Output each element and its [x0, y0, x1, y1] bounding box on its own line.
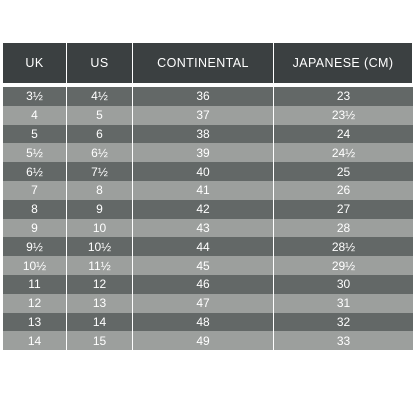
cell-continental: 40: [133, 162, 274, 181]
cell-uk: 10½: [3, 256, 67, 275]
cell-uk: 5½: [3, 143, 67, 162]
cell-us: 6½: [67, 143, 133, 162]
cell-us: 14: [67, 313, 133, 332]
cell-japanese-cm: 24: [274, 125, 413, 144]
cell-japanese-cm: 33: [274, 331, 413, 350]
cell-us: 15: [67, 331, 133, 350]
cell-uk: 5: [3, 125, 67, 144]
cell-japanese-cm: 26: [274, 181, 413, 200]
cell-us: 9: [67, 200, 133, 219]
cell-japanese-cm: 31: [274, 294, 413, 313]
cell-japanese-cm: 23½: [274, 106, 413, 125]
cell-uk: 14: [3, 331, 67, 350]
cell-us: 11½: [67, 256, 133, 275]
cell-japanese-cm: 23: [274, 87, 413, 106]
cell-us: 10: [67, 219, 133, 238]
cell-continental: 37: [133, 106, 274, 125]
cell-japanese-cm: 24½: [274, 143, 413, 162]
cell-japanese-cm: 28½: [274, 237, 413, 256]
cell-japanese-cm: 25: [274, 162, 413, 181]
header-uk: UK: [3, 43, 67, 83]
shoe-size-conversion-table: [3, 43, 413, 350]
cell-uk: 9½: [3, 237, 67, 256]
cell-continental: 41: [133, 181, 274, 200]
cell-continental: 44: [133, 237, 274, 256]
cell-continental: 36: [133, 87, 274, 106]
cell-uk: 9: [3, 219, 67, 238]
header-continental: CONTINENTAL: [133, 43, 274, 83]
cell-uk: 13: [3, 313, 67, 332]
cell-continental: 42: [133, 200, 274, 219]
cell-us: 12: [67, 275, 133, 294]
cell-continental: 43: [133, 219, 274, 238]
cell-uk: 6½: [3, 162, 67, 181]
cell-japanese-cm: 29½: [274, 256, 413, 275]
cell-uk: 11: [3, 275, 67, 294]
cell-continental: 48: [133, 313, 274, 332]
cell-continental: 47: [133, 294, 274, 313]
cell-us: 6: [67, 125, 133, 144]
cell-us: 7½: [67, 162, 133, 181]
cell-us: 13: [67, 294, 133, 313]
cell-us: 8: [67, 181, 133, 200]
cell-uk: 12: [3, 294, 67, 313]
header-us: US: [67, 43, 133, 83]
cell-uk: 8: [3, 200, 67, 219]
header-japanese-cm: JAPANESE (CM): [274, 43, 413, 83]
cell-uk: 4: [3, 106, 67, 125]
cell-us: 10½: [67, 237, 133, 256]
cell-continental: 39: [133, 143, 274, 162]
cell-us: 5: [67, 106, 133, 125]
cell-continental: 45: [133, 256, 274, 275]
cell-japanese-cm: 30: [274, 275, 413, 294]
cell-japanese-cm: 27: [274, 200, 413, 219]
cell-uk: 7: [3, 181, 67, 200]
cell-continental: 49: [133, 331, 274, 350]
cell-continental: 38: [133, 125, 274, 144]
cell-japanese-cm: 32: [274, 313, 413, 332]
cell-japanese-cm: 28: [274, 219, 413, 238]
cell-continental: 46: [133, 275, 274, 294]
cell-us: 4½: [67, 87, 133, 106]
cell-uk: 3½: [3, 87, 67, 106]
